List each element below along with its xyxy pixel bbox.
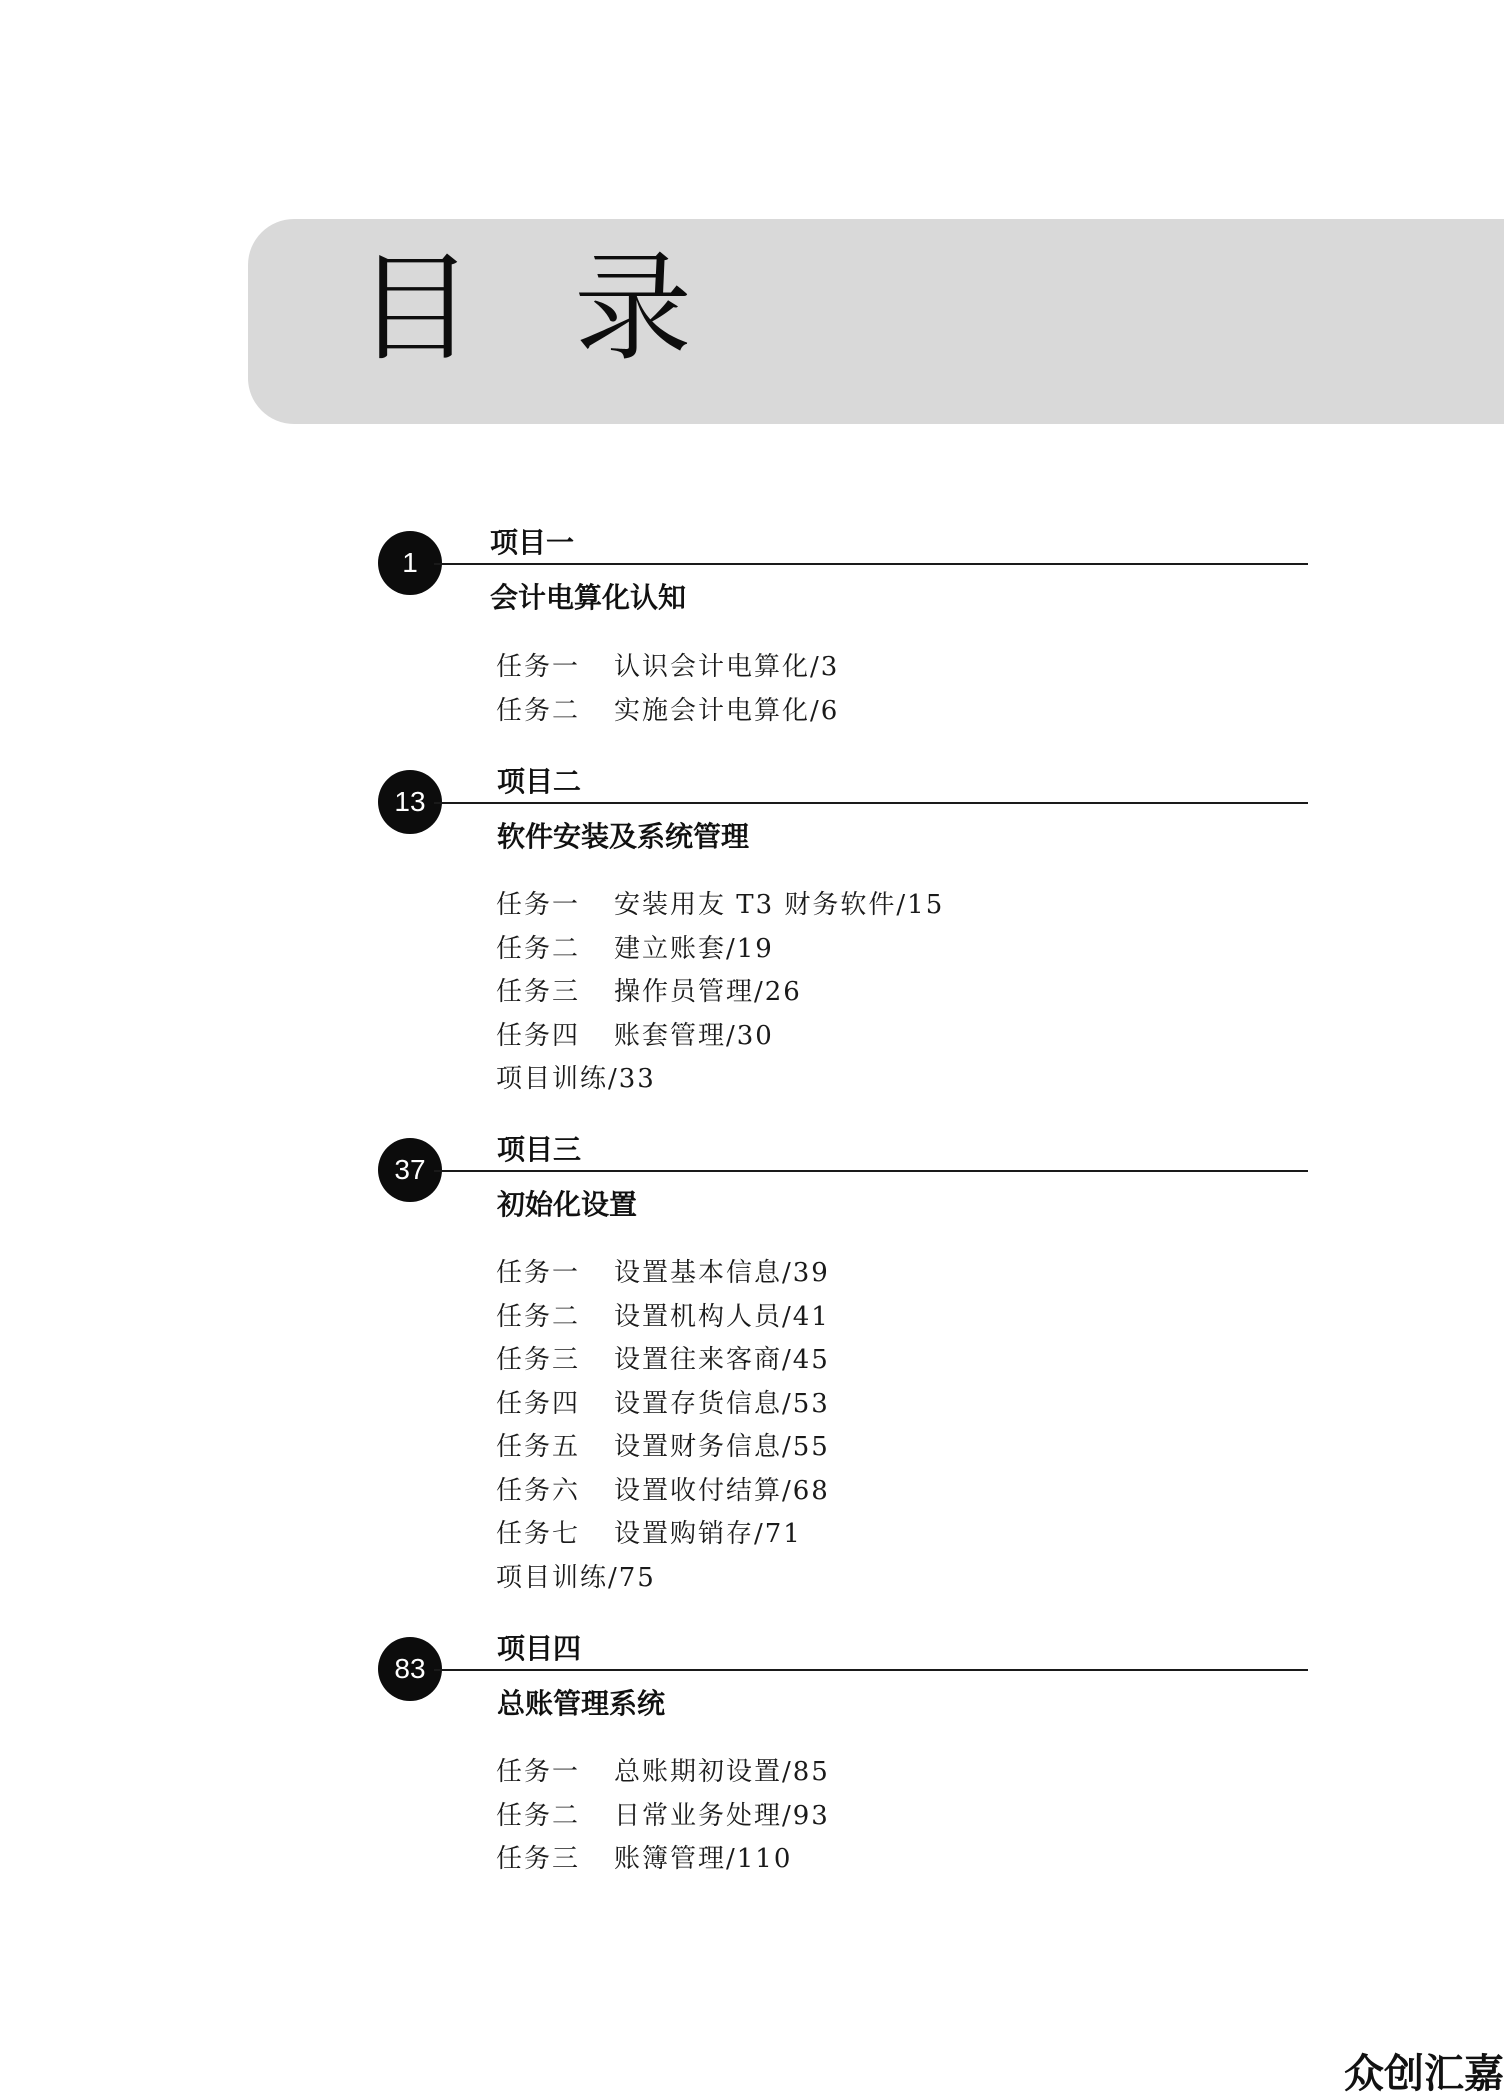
task-label: 任务一 — [496, 890, 581, 920]
toc-entry[interactable] — [496, 1513, 830, 1557]
project-label: 项目四 — [497, 1632, 582, 1665]
task-title: 项目训练/33 — [496, 1064, 656, 1094]
toc-entry[interactable] — [496, 1751, 830, 1795]
task-label: 任务二 — [496, 1301, 581, 1332]
task-title: 设置存货信息/53 — [614, 1388, 830, 1419]
project-number-badge: 83 — [378, 1637, 442, 1701]
toc-entry[interactable] — [496, 690, 839, 734]
task-title: 建立账套/19 — [614, 933, 774, 964]
task-label: 任务三 — [496, 1844, 581, 1874]
toc-entry[interactable] — [496, 1426, 830, 1470]
task-label: 任务二 — [496, 1800, 581, 1831]
toc-entry[interactable] — [496, 1015, 944, 1059]
task-label: 任务五 — [496, 1432, 581, 1462]
title-banner — [248, 219, 1504, 424]
task-label: 任务一 — [496, 1757, 581, 1787]
project-label: 项目三 — [497, 1133, 582, 1166]
project-subtitle: 软件安装及系统管理 — [497, 820, 750, 853]
toc-entry[interactable] — [496, 1339, 830, 1383]
task-label: 任务一 — [496, 652, 581, 682]
toc-entry[interactable] — [496, 1795, 830, 1839]
task-title: 设置购销存/71 — [614, 1519, 802, 1549]
task-label: 任务四 — [496, 1020, 581, 1051]
toc-entry[interactable] — [496, 884, 944, 928]
toc-entry[interactable] — [496, 1296, 830, 1340]
toc-entry[interactable] — [496, 1058, 944, 1102]
toc-entry[interactable] — [496, 971, 944, 1015]
task-title: 设置财务信息/55 — [614, 1432, 830, 1462]
task-title: 设置收付结算/68 — [614, 1475, 830, 1506]
watermark-logo: 众创汇嘉 — [1344, 2051, 1504, 2097]
project-subtitle: 会计电算化认知 — [490, 581, 687, 614]
project-subtitle: 总账管理系统 — [497, 1687, 666, 1720]
project-number-badge: 13 — [378, 770, 442, 834]
task-title: 安装用友 T3 财务软件/15 — [614, 890, 945, 920]
project-label: 项目一 — [490, 526, 575, 559]
task-title: 认识会计电算化/3 — [614, 652, 840, 682]
task-label: 任务一 — [496, 1258, 581, 1288]
toc-entry[interactable] — [496, 646, 839, 690]
task-label: 任务七 — [496, 1519, 581, 1549]
project-label: 项目二 — [497, 765, 582, 798]
project-number-badge: 37 — [378, 1138, 442, 1202]
task-label: 任务二 — [496, 695, 581, 726]
task-title: 总账期初设置/85 — [614, 1757, 830, 1787]
task-title: 账套管理/30 — [614, 1020, 774, 1051]
toc-entry[interactable] — [496, 1383, 830, 1427]
task-list-1 — [496, 646, 839, 733]
task-title: 设置往来客商/45 — [614, 1345, 830, 1375]
project-divider — [434, 563, 1308, 565]
toc-entry[interactable] — [496, 928, 944, 972]
task-title: 设置机构人员/41 — [614, 1301, 830, 1332]
task-label: 任务三 — [496, 1345, 581, 1375]
task-title: 实施会计电算化/6 — [614, 695, 840, 726]
task-title: 日常业务处理/93 — [614, 1800, 830, 1831]
task-label: 任务二 — [496, 933, 581, 964]
task-title: 设置基本信息/39 — [614, 1258, 830, 1288]
task-list-4 — [496, 1751, 830, 1882]
toc-entry[interactable] — [496, 1470, 830, 1514]
toc-entry[interactable] — [496, 1252, 830, 1296]
toc-entry[interactable] — [496, 1838, 830, 1882]
task-label: 任务六 — [496, 1475, 581, 1506]
task-title: 项目训练/75 — [496, 1562, 656, 1593]
project-divider — [434, 802, 1308, 804]
project-number-badge: 1 — [378, 531, 442, 595]
task-title: 账簿管理/110 — [614, 1844, 793, 1874]
task-label: 任务三 — [496, 977, 581, 1007]
task-list-2 — [496, 884, 944, 1102]
task-title: 操作员管理/26 — [614, 977, 802, 1007]
project-subtitle: 初始化设置 — [497, 1188, 638, 1221]
toc-entry[interactable] — [496, 1557, 830, 1601]
project-divider — [434, 1170, 1308, 1172]
project-divider — [434, 1669, 1308, 1671]
task-list-3 — [496, 1252, 830, 1600]
task-label: 任务四 — [496, 1388, 581, 1419]
page-title: 目录 — [356, 239, 793, 377]
